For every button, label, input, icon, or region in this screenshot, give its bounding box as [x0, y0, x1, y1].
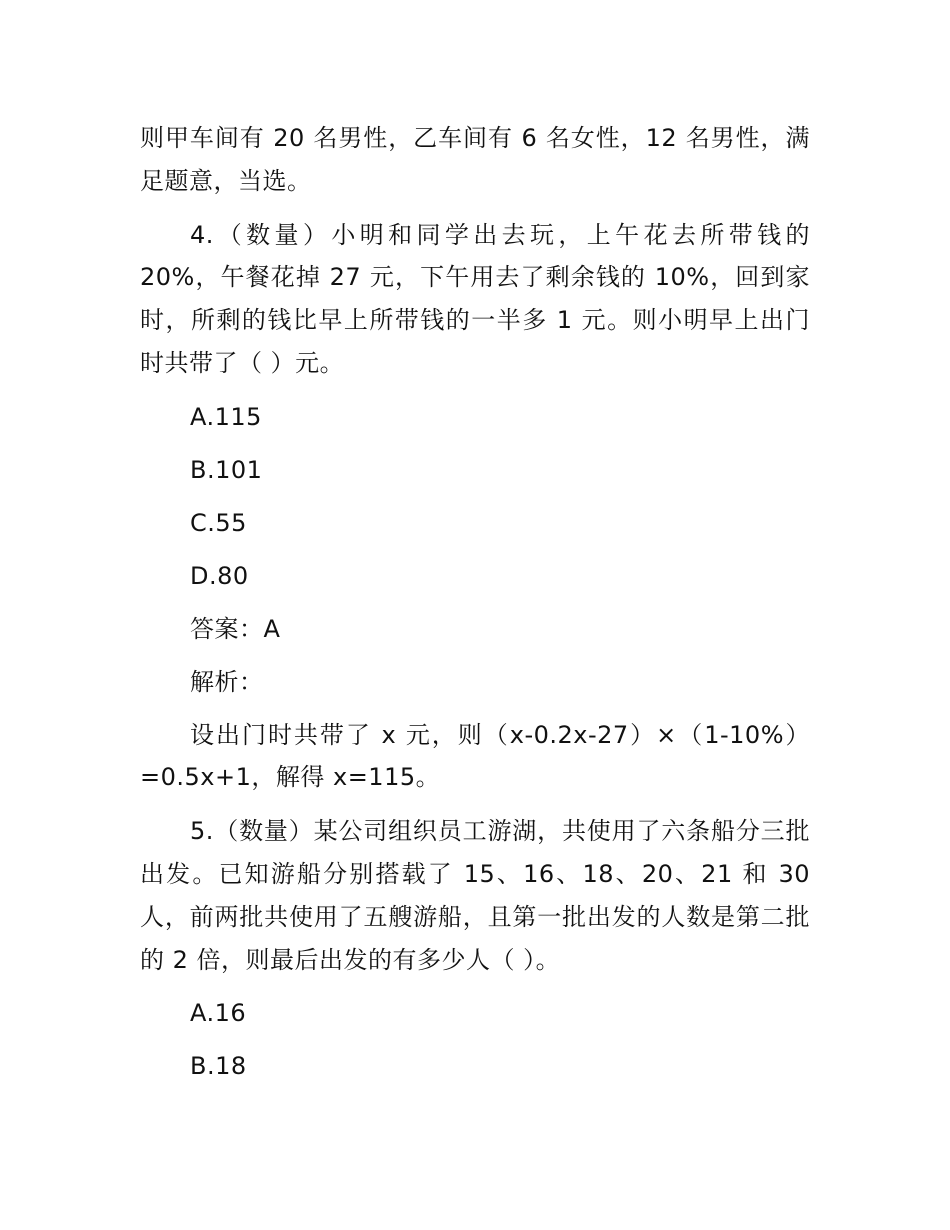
- text-line: 20%，午餐花掉 27 元，下午用去了剩余钱的 10%，回到家: [140, 263, 810, 291]
- text-line: 出发。已知游船分别搭载了 15、16、18、20、21 和 30: [140, 860, 810, 888]
- text-line: 时，所剩的钱比早上所带钱的一半多 1 元。则小明早上出门: [140, 306, 810, 334]
- text-line: 人，前两批共使用了五艘游船，且第一批出发的人数是第二批: [140, 903, 810, 931]
- text-line: 时共带了（ ）元。: [140, 349, 345, 377]
- text-line: 的 2 倍，则最后出发的有多少人（ ）。: [140, 946, 561, 974]
- option-b: B.101: [190, 456, 263, 484]
- option-b: B.18: [190, 1052, 247, 1080]
- text-line: 足题意，当选。: [140, 167, 312, 195]
- text-line: =0.5x+1，解得 x=115。: [140, 763, 441, 791]
- answer: 答案：A: [190, 615, 281, 643]
- option-c: C.55: [190, 509, 247, 537]
- option-a: A.115: [190, 403, 262, 431]
- question-5-stem: 5.（数量）某公司组织员工游湖，共使用了六条船分三批: [190, 817, 810, 845]
- analysis-text: 设出门时共带了 x 元，则（x-0.2x-27）×（1-10%）: [190, 721, 810, 749]
- option-a: A.16: [190, 999, 247, 1027]
- text-line: 则甲车间有 20 名男性，乙车间有 6 名女性，12 名男性，满: [140, 124, 810, 152]
- option-d: D.80: [190, 562, 249, 590]
- question-4-stem: 4.（数量）小明和同学出去玩，上午花去所带钱的: [190, 221, 810, 249]
- analysis-label: 解析：: [190, 668, 264, 696]
